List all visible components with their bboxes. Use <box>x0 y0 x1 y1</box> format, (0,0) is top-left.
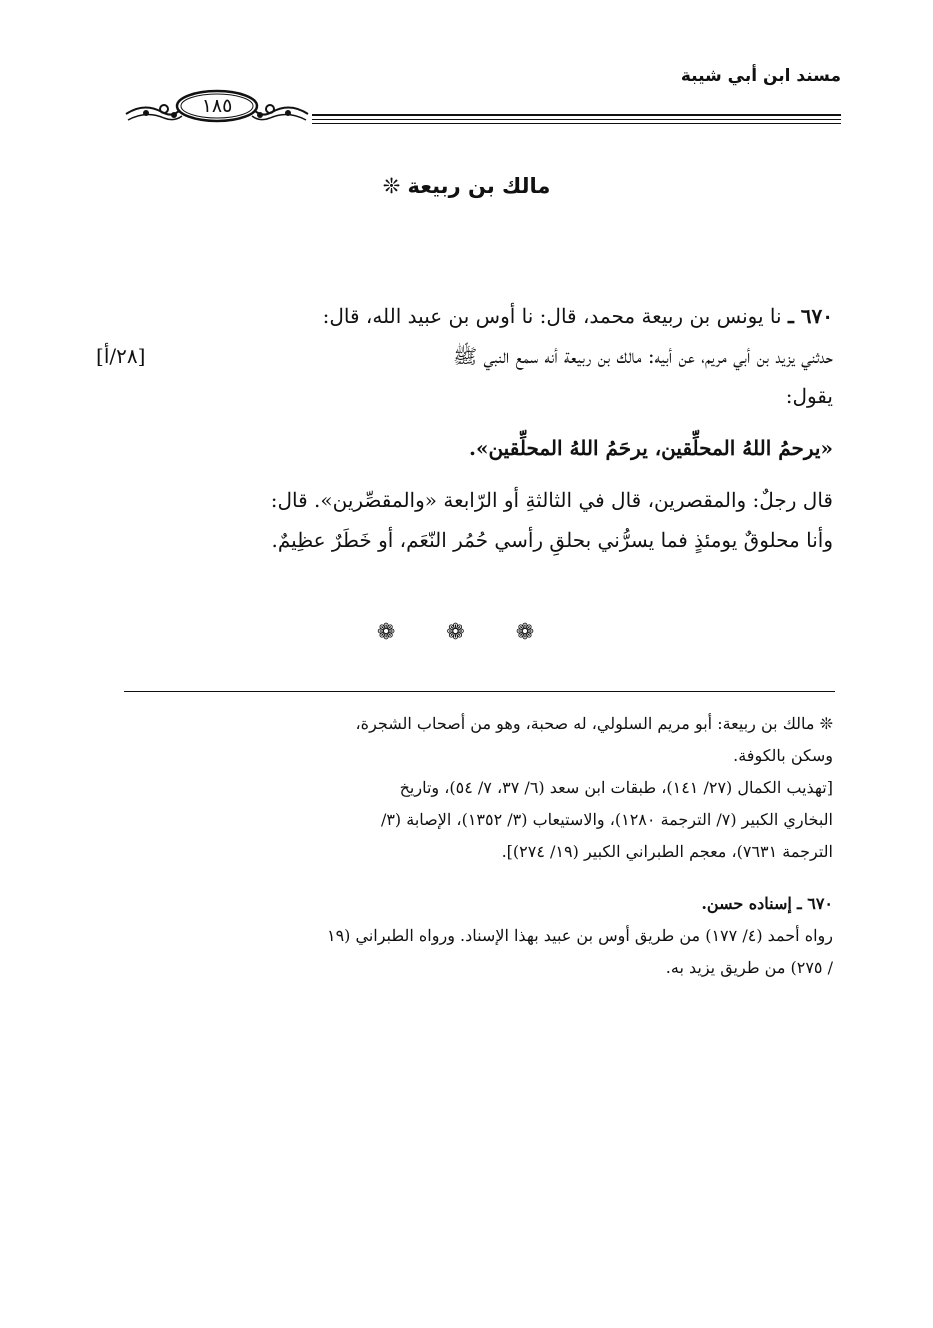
hadith-quote: «يرحمُ اللهُ المحلِّقين، يرحَمُ اللهُ المحلِّقين». <box>468 436 833 460</box>
hadith-text-1: نا يونس بن ربيعة محمد، قال: نا أوس بن عبيد الله، قال: <box>322 304 782 328</box>
hadith-line-1 <box>96 296 833 336</box>
hadith-text-2: حدثني يزيد بن أبي مريم، عن أبيه: مالك بن ربيعة أنه سمع النبي ﷺ <box>452 344 833 368</box>
header-rule-thin <box>312 119 841 120</box>
header-rule-thin-2 <box>312 123 841 124</box>
hadith-body <box>96 296 833 560</box>
hadith-line-2 <box>96 336 833 376</box>
bio-line-2: وسكن بالكوفة. <box>733 746 833 765</box>
refs-line-3: الترجمة ٧٦٣١)، معجم الطبراني الكبير (١٩/ ٢٧٤)]. <box>501 842 833 861</box>
folio-marker: [٢٨/أ] <box>96 344 146 368</box>
grade-number: ٦٧٠ ـ <box>796 894 833 913</box>
running-title: مسند ابن أبي شيبة <box>680 66 841 86</box>
footnotes <box>126 708 833 984</box>
section-title: مالك بن ربيعة ❊ <box>382 174 551 198</box>
header-rule-thick <box>312 114 841 116</box>
hadith-number: ٦٧٠ ـ <box>787 304 833 328</box>
refs-line-2: البخاري الكبير (٧/ الترجمة ١٢٨٠)، والاستيعاب (٣/ ١٣٥٢)، الإصابة (٣/ <box>380 810 833 829</box>
page-number: ١٨٥ <box>201 95 233 117</box>
takhrij-line-2: / ٢٧٥) من طريق يزيد به. <box>665 958 833 977</box>
hadith-line-4: قال رجلٌ: والمقصرين، قال في الثالثةِ أو الرّابعة «والمقصِّرين». قال: <box>270 488 833 512</box>
refs-line-1: [تهذيب الكمال (٢٧/ ١٤١)، طبقات ابن سعد (٦/ ٣٧، ٧/ ٥٤)، وتاريخ <box>399 778 833 797</box>
bio-line-1: ❊ مالك بن ربيعة: أبو مريم السلولي، له صحبة، وهو من أصحاب الشجرة، <box>355 714 833 733</box>
footnote-rule <box>124 691 835 692</box>
takhrij-line-1: رواه أحمد (٤/ ١٧٧) من طريق أوس بن عبيد بهذا الإسناد. ورواه الطبراني (١٩ <box>326 926 833 945</box>
grade-line <box>126 888 833 920</box>
grade-text: إسناده حسن. <box>701 894 792 913</box>
section-separator: ❁ ❁ ❁ <box>376 620 557 645</box>
hadith-line-3: يقول: <box>785 384 833 408</box>
hadith-line-5: وأنا محلوقٌ يومئذٍ فما يسرُّني بحلقِ رأسي حُمُر النّعَم، أو خَطَرٌ عظِيمٌ. <box>271 528 833 552</box>
